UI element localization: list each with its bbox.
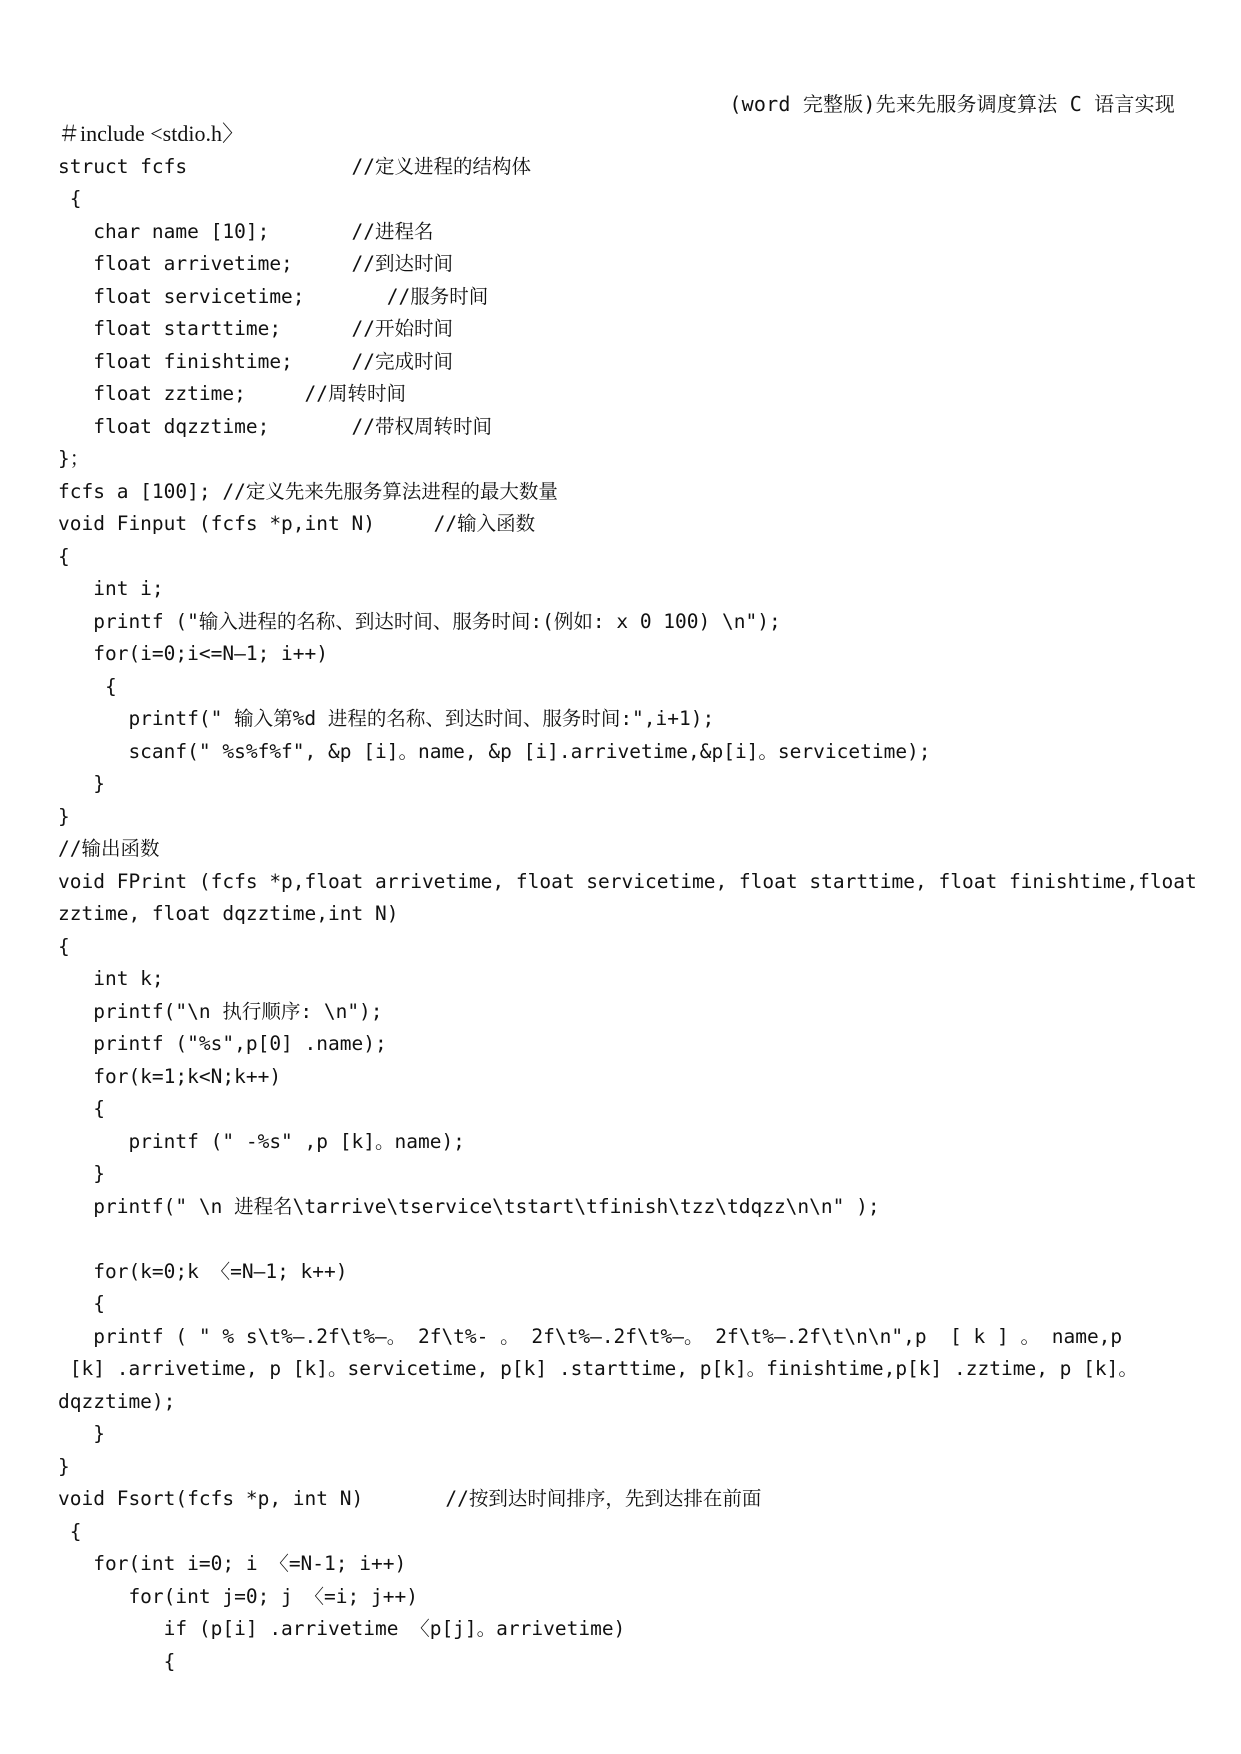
code-line: if (p[i] .arrivetime 〈p[j]。arrivetime) xyxy=(58,1617,626,1640)
code-line xyxy=(58,1223,1228,1256)
code-line: printf (" -%s" ,p [k]。name); xyxy=(58,1129,465,1153)
code-line: for(k=1;k<N;k++) xyxy=(58,1064,282,1088)
code-line: float dqzztime; //带权周转时间 xyxy=(58,414,492,438)
code-line: fcfs a [100]; //定义先来先服务算法进程的最大数量 xyxy=(58,479,558,503)
code-line: zztime, float dqzztime,int N) xyxy=(58,902,399,925)
code-line: printf(" 输入第%d 进程的名称、到达时间、服务时间:",i+1); xyxy=(58,707,715,730)
code-line: void Fsort(fcfs *p, int N) //按到达时间排序，先到达排在前面 xyxy=(58,1487,762,1510)
code-line: for(i=0;i<=N—1; i++) xyxy=(58,642,329,665)
code-line: { xyxy=(58,674,117,698)
code-line: printf("\n 执行顺序: \n"); xyxy=(58,999,383,1023)
code-line: scanf(" %s%f%f", &p [i]。name, &p [i].arrivetime,&p[i]。servicetime); xyxy=(58,739,931,763)
code-line: void FPrint (fcfs *p,float arrivetime, float servicetime, float starttime, float finishtime,float xyxy=(58,869,1197,893)
code-line: char name [10]; //进程名 xyxy=(58,219,434,243)
code-line: }； xyxy=(58,447,90,470)
code-line: void Finput (fcfs *p,int N) //输入函数 xyxy=(58,512,536,535)
code-line: printf ("%s",p[0] .name); xyxy=(58,1032,387,1055)
code-line: } xyxy=(58,772,105,795)
code-listing xyxy=(58,118,1228,1678)
code-line: float starttime; //开始时间 xyxy=(58,317,453,340)
code-line: { xyxy=(58,544,70,568)
code-line: int i; xyxy=(58,577,164,600)
code-line: } xyxy=(58,1422,105,1445)
code-line: { xyxy=(58,1519,82,1543)
code-line: printf(" \n 进程名\tarrive\tservice\tstart\tfinish\tzz\tdqzz\n\n" ); xyxy=(58,1194,880,1218)
code-line: int k; xyxy=(58,967,164,990)
code-line: for(int j=0; j 〈=i; j++) xyxy=(58,1584,418,1608)
code-line: for(int i=0; i 〈=N-1; i++) xyxy=(58,1552,407,1575)
code-line: [k] .arrivetime, p [k]。servicetime, p[k] .starttime, p[k]。finishtime,p[k] .zztime, p [k]。 xyxy=(58,1357,1138,1380)
code-line: } xyxy=(58,804,70,828)
code-line: printf ("输入进程的名称、到达时间、服务时间:(例如: x 0 100) \n"); xyxy=(58,609,781,633)
code-line: for(k=0;k 〈=N—1; k++) xyxy=(58,1259,348,1283)
code-line: { xyxy=(58,934,70,958)
code-line: dqzztime); xyxy=(58,1389,176,1413)
code-line: { xyxy=(58,1097,105,1120)
code-line: float servicetime; //服务时间 xyxy=(58,284,489,308)
page-header-title: (word 完整版)先来先服务调度算法 C 语言实现 xyxy=(729,92,1175,116)
code-line: } xyxy=(58,1162,105,1185)
code-line: float zztime; //周转时间 xyxy=(58,382,407,405)
code-line: { xyxy=(58,1292,105,1315)
code-line: ＃include <stdio.h〉 xyxy=(58,121,244,146)
code-line: float arrivetime; //到达时间 xyxy=(58,252,453,275)
code-line: float finishtime; //完成时间 xyxy=(58,349,453,373)
code-line: printf ( " % s\t%—.2f\t%—。 2f\t%- 。 2f\t%—.2f\t%—。 2f\t%—.2f\t\n\n",p [ k ] 。 name,p xyxy=(58,1324,1123,1348)
code-line: //输出函数 xyxy=(58,837,160,860)
code-line: { xyxy=(58,187,82,210)
code-line: } xyxy=(58,1454,70,1478)
code-line: struct fcfs //定义进程的结构体 xyxy=(58,154,531,178)
code-line: { xyxy=(58,1649,176,1673)
